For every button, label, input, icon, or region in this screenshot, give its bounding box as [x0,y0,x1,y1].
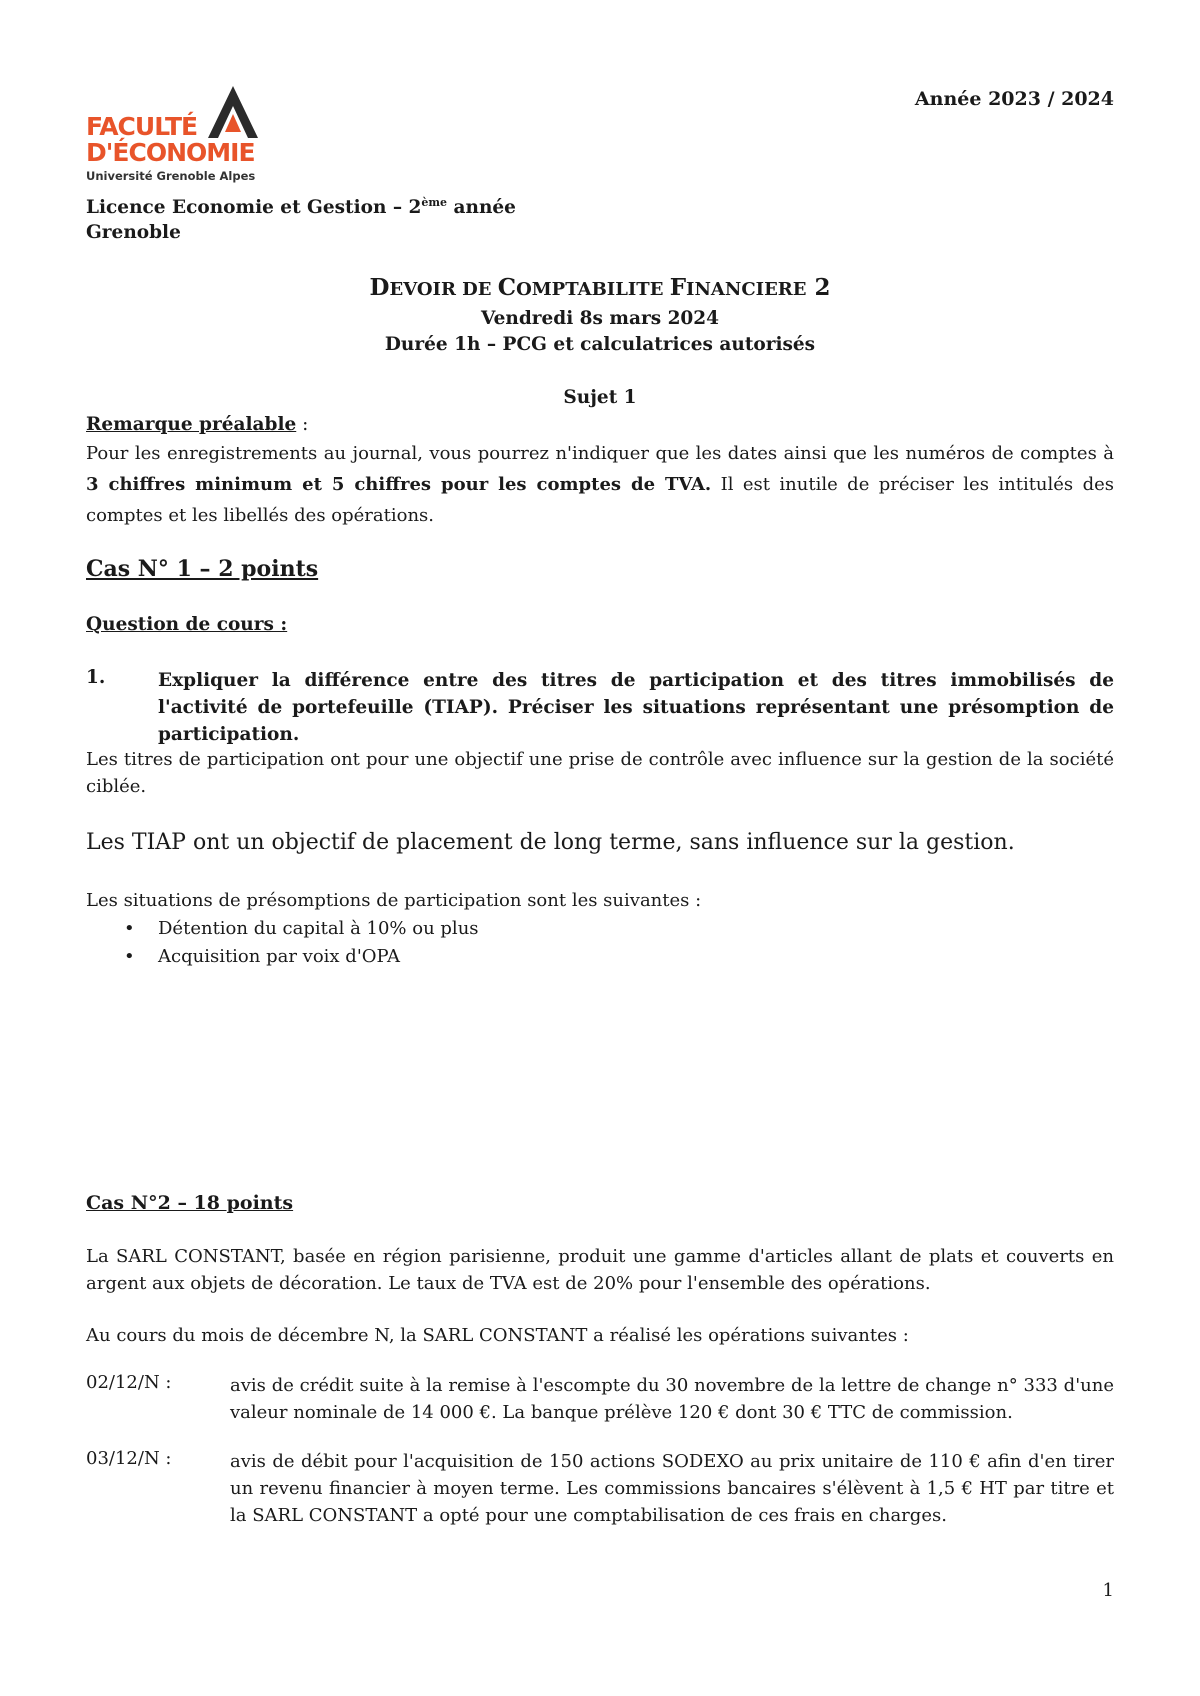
title-part: F [669,274,687,301]
remark-colon: : [296,414,309,435]
question-number: 1. [86,667,106,688]
subject-label: Sujet 1 [563,387,637,408]
title-part: OMPTABILITE [516,279,670,300]
exam-title [0,274,1200,301]
remark-label: Remarque préalable [86,414,297,435]
title-part: INANCIERE [686,279,807,300]
list-item: Acquisition par voix d'OPA [158,946,400,967]
exam-duration: Durée 1h – PCG et calculatrices autorisés [384,334,816,355]
logo-line2: D'ÉCONOMIE [86,138,255,167]
answer-paragraph: Les situations de présomptions de participation sont les suivantes : [86,890,702,911]
program-end: année [447,197,516,219]
faculty-logo [86,86,286,186]
remark-text [86,438,1114,531]
list-item: Détention du capital à 10% ou plus [158,918,479,939]
answer-paragraph: Les titres de participation ont pour une objectif une prise de contrôle avec influence sur la gestion de la société ciblée. [86,749,1114,797]
question-heading: Question de cours : [86,614,288,635]
operation-text: avis de débit pour l'acquisition de 150 actions SODEXO au prix unitaire de 110 € afin d'en tirer un revenu financier à moyen terme. Les commissions bancaires s'élèvent à 1,5 € HT par titre et la SARL CONSTANT a opté pour une comptabilisation de ces frais en charges. [230,1451,1114,1526]
city: Grenoble [86,222,181,243]
exam-date: Vendredi 8s mars 2024 [480,308,720,329]
title-part: EVOIR DE [389,279,498,300]
program-line [86,196,516,218]
operation-date: 03/12/N : [86,1448,172,1469]
academic-year: Année 2023 / 2024 [914,88,1114,110]
remark-bold: 3 chiffres minimum et 5 chiffres pour les comptes de TVA. [86,474,712,495]
remark-heading [86,414,308,435]
logo-triangle-icon [208,86,258,138]
remark-part: Pour les enregistrements au journal, vous pourrez n'indiquer que les dates ainsi que les numéros de comptes à [86,443,1114,464]
remark-part: Il est inutile de préciser les intitulés des comptes et les libellés des opérations. [86,474,1114,526]
logo-subtitle: Université Grenoble Alpes [86,169,256,183]
case2-heading: Cas N°2 – 18 points [86,1192,294,1214]
page-number: 1 [1102,1580,1114,1601]
bullet-icon: • [124,946,135,967]
answer-paragraph: Les TIAP ont un objectif de placement de long terme, sans influence sur la gestion. [86,830,1015,855]
case2-intro: La SARL CONSTANT, basée en région parisienne, produit une gamme d'articles allant de plats et couverts en argent aux objets de décoration. Le taux de TVA est de 20% pour l'ensemble des opérations. [86,1246,1114,1294]
case2-lead: Au cours du mois de décembre N, la SARL CONSTANT a réalisé les opérations suivantes : [86,1325,909,1346]
operation-text: avis de crédit suite à la remise à l'escompte du 30 novembre de la lettre de change n° 333 d'une valeur nominale de 14 000 €. La banque prélève 120 € dont 30 € TTC de commission. [230,1375,1114,1423]
title-part: C [497,274,517,301]
program-sup: ème [421,196,448,209]
title-part: D [369,274,390,301]
operation-date: 02/12/N : [86,1372,172,1393]
question-text: Expliquer la différence entre des titres de participation et des titres immobilisés de l'activité de portefeuille (TIAP). Préciser les situations représentant une présomption de participation. [158,670,1114,745]
program-main: Licence Economie et Gestion – 2 [86,197,422,219]
logo-line1: FACULTÉ [86,112,198,141]
case1-heading: Cas N° 1 – 2 points [86,556,319,582]
bullet-icon: • [124,918,135,939]
title-part: 2 [806,274,831,301]
